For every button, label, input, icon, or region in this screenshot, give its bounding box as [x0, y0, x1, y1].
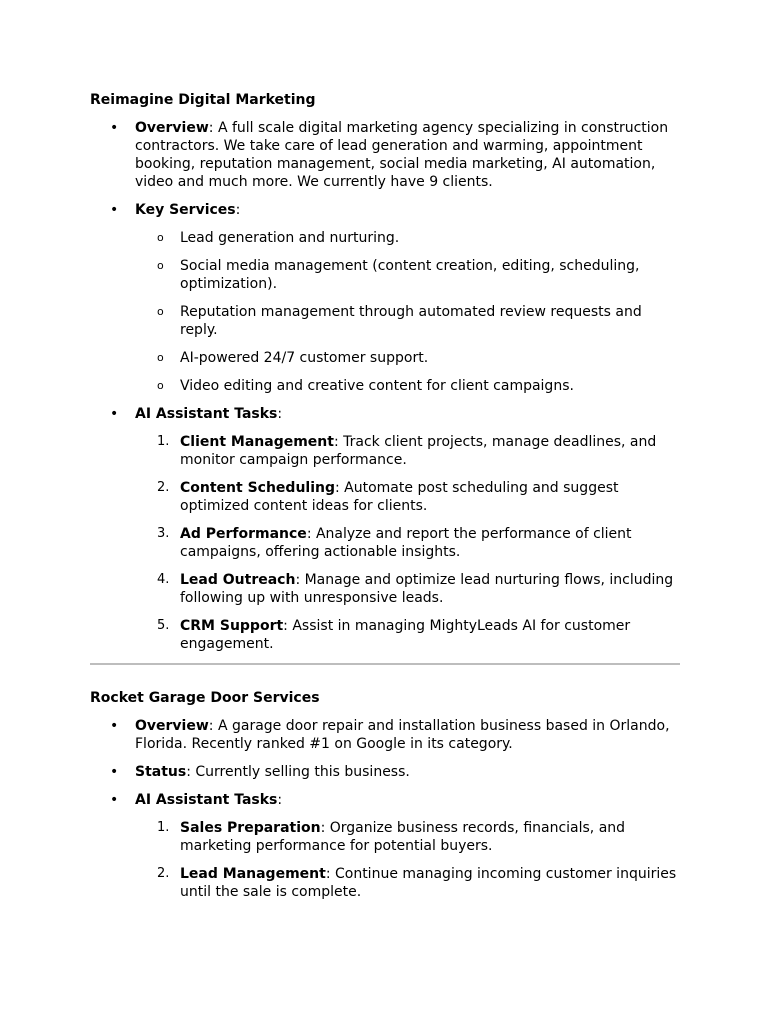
task-text: : Manage and optimize lead nurturing flows, including following up with unresponsive leads.: [180, 572, 674, 606]
task-number: 5.: [157, 618, 170, 633]
tasks-suffix: :: [277, 406, 283, 422]
task-text: : Continue managing incoming customer inquiries until the sale is complete.: [180, 866, 677, 900]
services-suffix: :: [235, 202, 241, 218]
task-number: 1.: [157, 820, 170, 835]
task-number: 3.: [157, 526, 170, 541]
list-item-ai-assistant-tasks: [90, 791, 680, 901]
overview-label: Overview: [135, 718, 209, 734]
task-label: Lead Management: [180, 866, 326, 882]
task-item: [135, 819, 680, 855]
list-item-key-services: [90, 201, 680, 395]
tasks-suffix: :: [277, 792, 283, 808]
service-item: o AI-powered 24/7 customer support.: [135, 349, 680, 367]
task-item: [135, 479, 680, 515]
status-label: Status: [135, 764, 187, 780]
task-text: : Assist in managing MightyLeads AI for customer engagement.: [180, 618, 631, 652]
task-label: Sales Preparation: [180, 820, 321, 836]
bullet-list: [90, 717, 680, 901]
service-item: o Video editing and creative content for client campaigns.: [135, 377, 680, 395]
tasks-label: AI Assistant Tasks: [135, 792, 278, 808]
task-item: [135, 617, 680, 653]
section-rocket-garage-door-services: [90, 689, 680, 901]
task-item: [135, 525, 680, 561]
overview-text: : A full scale digital marketing agency specializing in construction contractors. We take care of lead generation and warming, appointment booking, reputation management, social media marketing, AI automation, video and much more. We currently have 9 clients.: [135, 120, 669, 190]
task-text: : Track client projects, manage deadlines, and monitor campaign performance.: [180, 434, 657, 468]
section-title: Rocket Garage Door Services: [90, 690, 320, 706]
task-label: Lead Outreach: [180, 572, 296, 588]
tasks-numbered-list: [135, 433, 680, 653]
document-content: [90, 91, 680, 911]
services-sublist: [135, 229, 680, 395]
task-label: Client Management: [180, 434, 334, 450]
overview-label: Overview: [135, 120, 209, 136]
task-label: Content Scheduling: [180, 480, 335, 496]
list-item-ai-assistant-tasks: [90, 405, 680, 653]
section-title: Reimagine Digital Marketing: [90, 92, 316, 108]
service-item: o Lead generation and nurturing.: [135, 229, 680, 247]
task-text: : Organize business records, financials, and marketing performance for potential buyers.: [180, 820, 626, 854]
overview-text: : A garage door repair and installation business based in Orlando, Florida. Recently ranked #1 on Google in its category.: [135, 718, 670, 752]
task-text: : Analyze and report the performance of client campaigns, offering actionable insights.: [180, 526, 632, 560]
task-item: [135, 571, 680, 607]
task-number: 1.: [157, 434, 170, 449]
task-number: 2.: [157, 866, 170, 881]
services-label: Key Services: [135, 202, 236, 218]
task-number: 4.: [157, 572, 170, 587]
task-number: 2.: [157, 480, 170, 495]
service-item: o Social media management (content creation, editing, scheduling, optimization).: [135, 257, 680, 293]
list-item-overview: [90, 717, 680, 753]
status-text: : Currently selling this business.: [186, 764, 410, 780]
section-reimagine-digital-marketing: [90, 91, 680, 653]
list-item-overview: [90, 119, 680, 191]
bullet-list: [90, 119, 680, 653]
service-item: o Reputation management through automated review requests and reply.: [135, 303, 680, 339]
task-text: : Automate post scheduling and suggest optimized content ideas for clients.: [180, 480, 619, 514]
task-item: [135, 865, 680, 901]
tasks-numbered-list: [135, 819, 680, 901]
tasks-label: AI Assistant Tasks: [135, 406, 278, 422]
task-label: Ad Performance: [180, 526, 307, 542]
section-divider: [90, 663, 680, 665]
task-label: CRM Support: [180, 618, 284, 634]
list-item-status: [90, 763, 680, 781]
task-item: [135, 433, 680, 469]
